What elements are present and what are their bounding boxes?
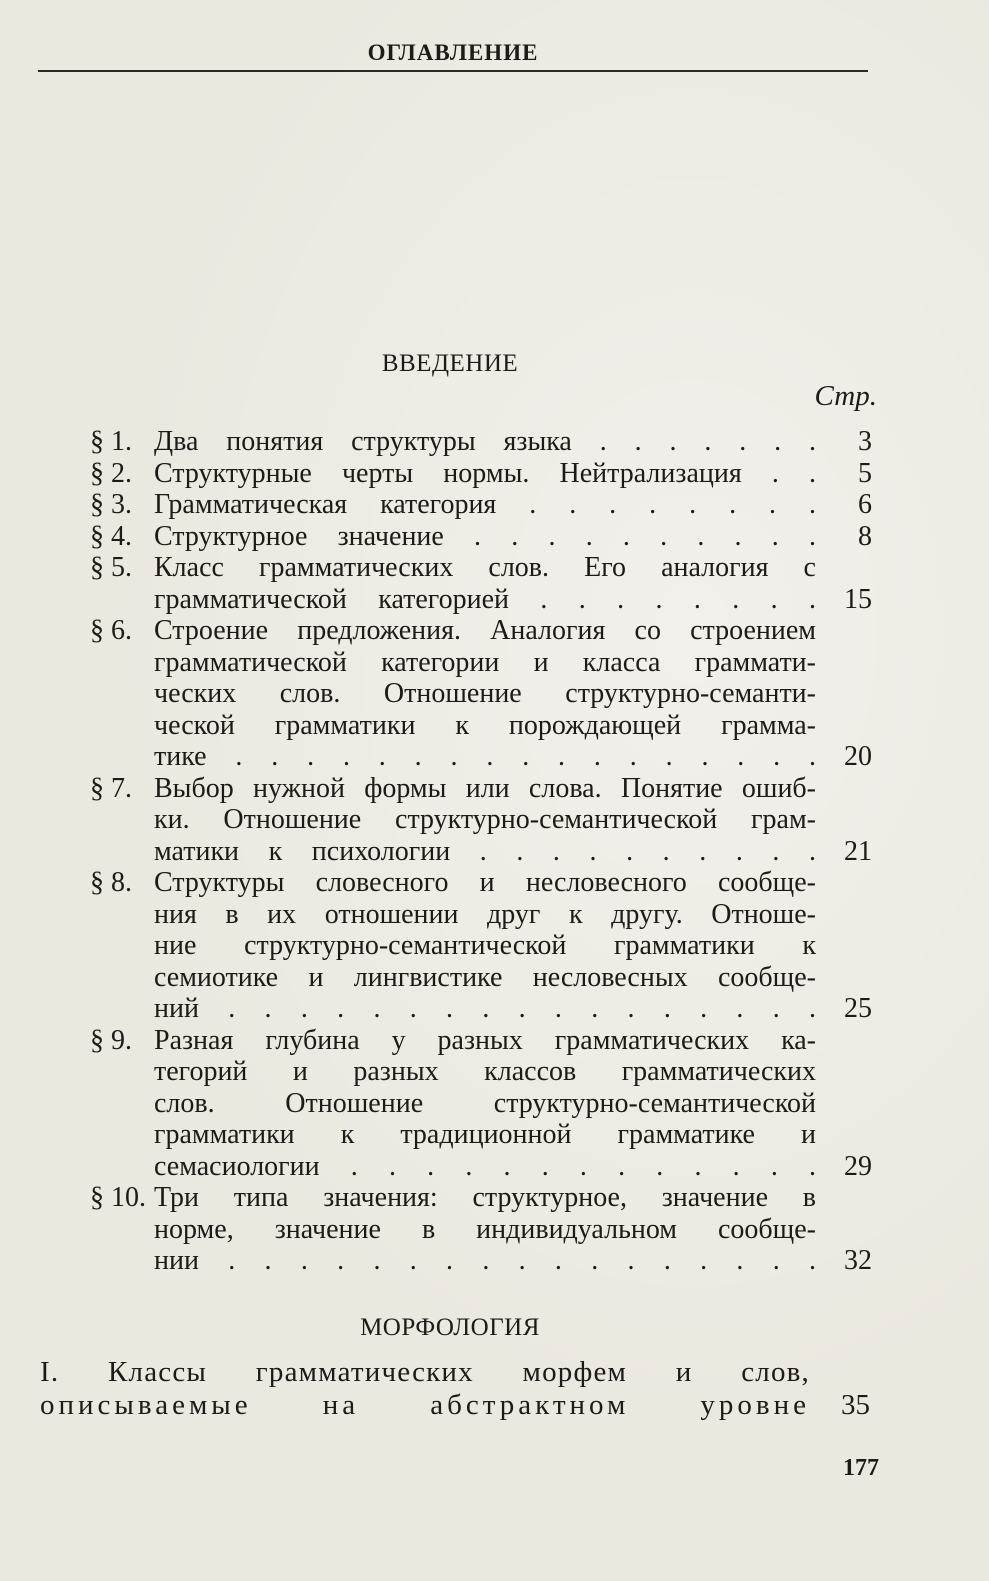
- toc-entry-number: § 7.: [90, 772, 132, 804]
- toc-entry-title: [154, 458, 816, 490]
- toc-entry: [90, 489, 880, 521]
- toc-entry: [90, 1025, 880, 1183]
- toc-entry-line: Класс грамматических слов. Его аналогия с: [154, 552, 816, 583]
- header-rule: [38, 70, 868, 72]
- toc-entry-title: [154, 426, 816, 458]
- toc-entry-title: [154, 489, 816, 521]
- toc-entry-line: ческой грамматики к порождающей грамма-: [154, 709, 816, 741]
- toc-entry-title: [154, 521, 816, 553]
- toc-entry-line: Структуры словесного и несловесного сообще-: [154, 867, 816, 898]
- toc-entry: [90, 552, 880, 615]
- toc-entry-line: Строение предложения. Аналогия со строением: [154, 615, 816, 646]
- toc-entry-number: § 3.: [90, 489, 132, 520]
- toc-entry: [90, 867, 880, 1025]
- toc-entry: [90, 773, 880, 868]
- toc-entry-number: § 5.: [90, 552, 132, 583]
- page-column-heading: Стр.: [814, 380, 877, 412]
- toc-entry-page-number: 5: [858, 457, 872, 489]
- toc-entry-line: Структурное значение . . . . . . . . . .: [154, 520, 816, 552]
- toc-entry-page-number: 29: [844, 1150, 872, 1182]
- toc-entry-line: Три типа значения: структурное, значение в: [154, 1182, 816, 1213]
- toc-entry-title: [154, 552, 816, 615]
- toc-entry-line: тегорий и разных классов грамматических: [154, 1056, 816, 1087]
- toc-entry-number: § 8.: [90, 867, 132, 898]
- toc-entry-line: норме, значение в индивидуальном сообще-: [154, 1213, 816, 1245]
- toc-entry-title: [154, 1025, 816, 1183]
- toc-entry-page-number: 32: [844, 1245, 872, 1276]
- toc-entry-title: [154, 773, 816, 868]
- toc-entry-line: Грамматическая категория . . . . . . . .: [154, 489, 816, 520]
- toc-entry-line: грамматической категорией . . . . . . . .: [154, 583, 816, 615]
- page-folio: 177: [843, 1455, 879, 1481]
- running-head: ОГЛАВЛЕНИЕ: [367, 40, 539, 65]
- toc-entry-page-number: 21: [844, 835, 872, 867]
- toc-entry-page-number: 20: [844, 741, 872, 772]
- toc-entry-number: § 10.: [90, 1182, 146, 1213]
- toc-entry: [90, 615, 880, 773]
- toc-entry-line: грамматики к традиционной грамматике и: [154, 1119, 816, 1150]
- toc-entry-line: Выбор нужной формы или слова. Понятие ошиб-: [154, 772, 816, 804]
- toc-entry-line: слов. Отношение структурно-семантической: [154, 1087, 816, 1119]
- toc-entry-page-number: 25: [844, 993, 872, 1024]
- toc-entry-line: матики к психологии . . . . . . . . . .: [154, 835, 816, 867]
- toc-entry-title: [154, 615, 816, 773]
- toc-entry-line: Структурные черты нормы. Нейтрализация . .: [154, 457, 816, 489]
- toc-entry-line: ний . . . . . . . . . . . . . . . . .: [154, 993, 816, 1024]
- toc-entry-page-number: 15: [844, 583, 872, 615]
- section-title-morphology: МОРФОЛОГИЯ: [360, 1314, 540, 1341]
- toc-entry: [90, 1182, 880, 1277]
- toc-entry-line: грамматической категории и класса граммати-: [154, 646, 816, 678]
- toc-entry-line: нии . . . . . . . . . . . . . . . . .: [154, 1245, 816, 1276]
- toc-entry-line: ние структурно-семантической грамматики к: [154, 930, 816, 961]
- toc-entry-line: Два понятия структуры языка . . . . . . .: [154, 426, 816, 457]
- part-heading-entry: [40, 1356, 890, 1422]
- part-heading-line: I. Классы грамматических морфем и слов,: [40, 1356, 810, 1388]
- part-page-number: 35: [841, 1389, 870, 1421]
- toc-entry-number: § 6.: [90, 615, 132, 646]
- part-heading-text: [40, 1356, 810, 1422]
- toc-entry-number: § 2.: [90, 457, 132, 489]
- toc-entry-line: ния в их отношении друг к другу. Отноше-: [154, 898, 816, 930]
- toc-entry-page-number: 8: [858, 520, 872, 552]
- toc-entry: [90, 458, 880, 490]
- toc-entry: [90, 521, 880, 553]
- toc-entry-line: тике . . . . . . . . . . . . . . . . .: [154, 741, 816, 772]
- toc-entry: [90, 426, 880, 458]
- toc-entry-line: семасиологии . . . . . . . . . . . . .: [154, 1150, 816, 1182]
- toc-entry-line: ки. Отношение структурно-семантической грам-: [154, 804, 816, 835]
- toc-entry-line: Разная глубина у разных грамматических ка-: [154, 1024, 816, 1056]
- toc-entry-number: § 9.: [90, 1024, 132, 1056]
- toc-entry-title: [154, 1182, 816, 1277]
- section-title-introduction: ВВЕДЕНИЕ: [381, 350, 519, 377]
- table-of-contents: [90, 426, 880, 1277]
- toc-entry-number: § 1.: [90, 426, 132, 457]
- toc-entry-page-number: 6: [858, 489, 872, 520]
- toc-entry-line: ческих слов. Отношение структурно-семанти-: [154, 678, 816, 709]
- toc-entry-line: семиотике и лингвистике несловесных сообще-: [154, 961, 816, 993]
- toc-entry-page-number: 3: [858, 426, 872, 457]
- part-heading-line: описываемые на абстрактном уровне: [40, 1389, 810, 1421]
- toc-entry-number: § 4.: [90, 520, 132, 552]
- toc-entry-title: [154, 867, 816, 1025]
